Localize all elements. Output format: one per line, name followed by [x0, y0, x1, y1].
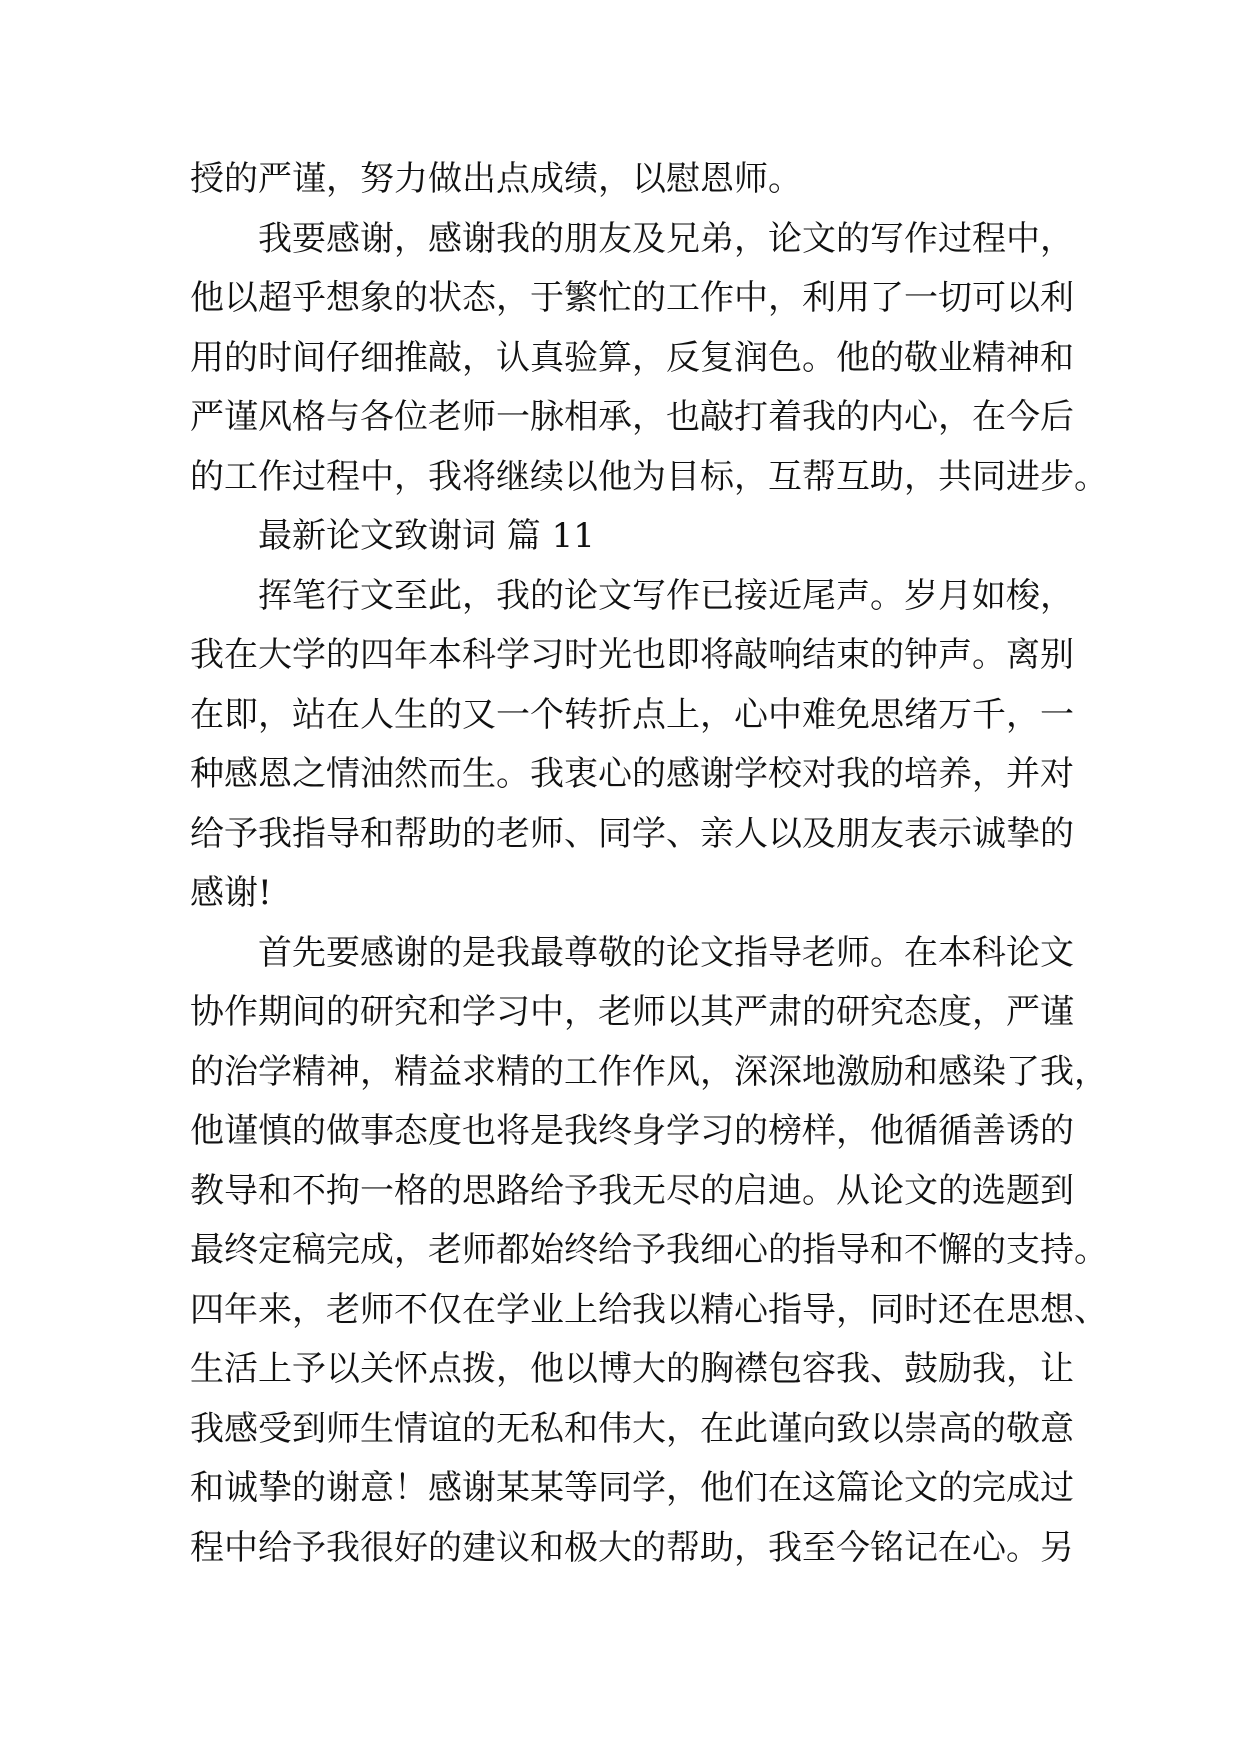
text-line: 用的时间仔细推敲，认真验算，反复润色。他的敬业精神和 — [190, 337, 1074, 378]
text-line: 四年来，老师不仅在学业上给我以精心指导，同时还在思想、 — [190, 1289, 1108, 1330]
text-line: 协作期间的研究和学习中，老师以其严肃的研究态度，严谨 — [190, 992, 1074, 1032]
text-line: 感谢! — [190, 873, 272, 913]
text-line: 的治学精神，精益求精的工作作风，深深地激励和感染了我， — [190, 1051, 1108, 1092]
paragraph-first-line: 我要感谢，感谢我的朋友及兄弟，论文的写作过程中， — [258, 218, 1074, 259]
text-line: 教导和不拘一格的思路给予我无尽的启迪。从论文的选题到 — [190, 1170, 1074, 1211]
text-line: 程中给予我很好的建议和极大的帮助，我至今铭记在心。另 — [190, 1527, 1074, 1568]
text-line: 我感受到师生情谊的无私和伟大，在此谨向致以崇高的敬意 — [190, 1408, 1074, 1449]
paragraph-first-line: 挥笔行文至此，我的论文写作已接近尾声。岁月如梭， — [258, 575, 1074, 616]
text-line: 他以超乎想象的状态，于繁忙的工作中，利用了一切可以利 — [190, 278, 1074, 318]
paragraph-first-line: 首先要感谢的是我最尊敬的论文指导老师。在本科论文 — [258, 932, 1074, 973]
text-line: 授的严谨，努力做出点成绩，以慰恩师。 — [190, 159, 802, 199]
text-line: 在即，站在人生的又一个转折点上，心中难免思绪万千，一 — [190, 694, 1074, 735]
text-line: 生活上予以关怀点拨，他以博大的胸襟包容我、鼓励我，让 — [190, 1349, 1074, 1389]
text-line: 我在大学的四年本科学习时光也即将敲响结束的钟声。离别 — [190, 635, 1074, 675]
text-line: 最终定稿完成，老师都始终给予我细心的指导和不懈的支持。 — [190, 1230, 1108, 1270]
text-line: 给予我指导和帮助的老师、同学、亲人以及朋友表示诚挚的 — [190, 813, 1074, 854]
text-line: 严谨风格与各位老师一脉相承，也敲打着我的内心，在今后 — [190, 397, 1074, 437]
text-line: 和诚挚的谢意！感谢某某等同学，他们在这篇论文的完成过 — [190, 1468, 1074, 1508]
section-heading: 最新论文致谢词 篇 11 — [258, 516, 595, 556]
text-line: 种感恩之情油然而生。我衷心的感谢学校对我的培养，并对 — [190, 754, 1074, 794]
text-line: 他谨慎的做事态度也将是我终身学习的榜样，他循循善诱的 — [190, 1111, 1074, 1151]
text-line: 的工作过程中，我将继续以他为目标，互帮互助，共同进步。 — [190, 456, 1108, 497]
body-text — [190, 150, 1108, 1578]
